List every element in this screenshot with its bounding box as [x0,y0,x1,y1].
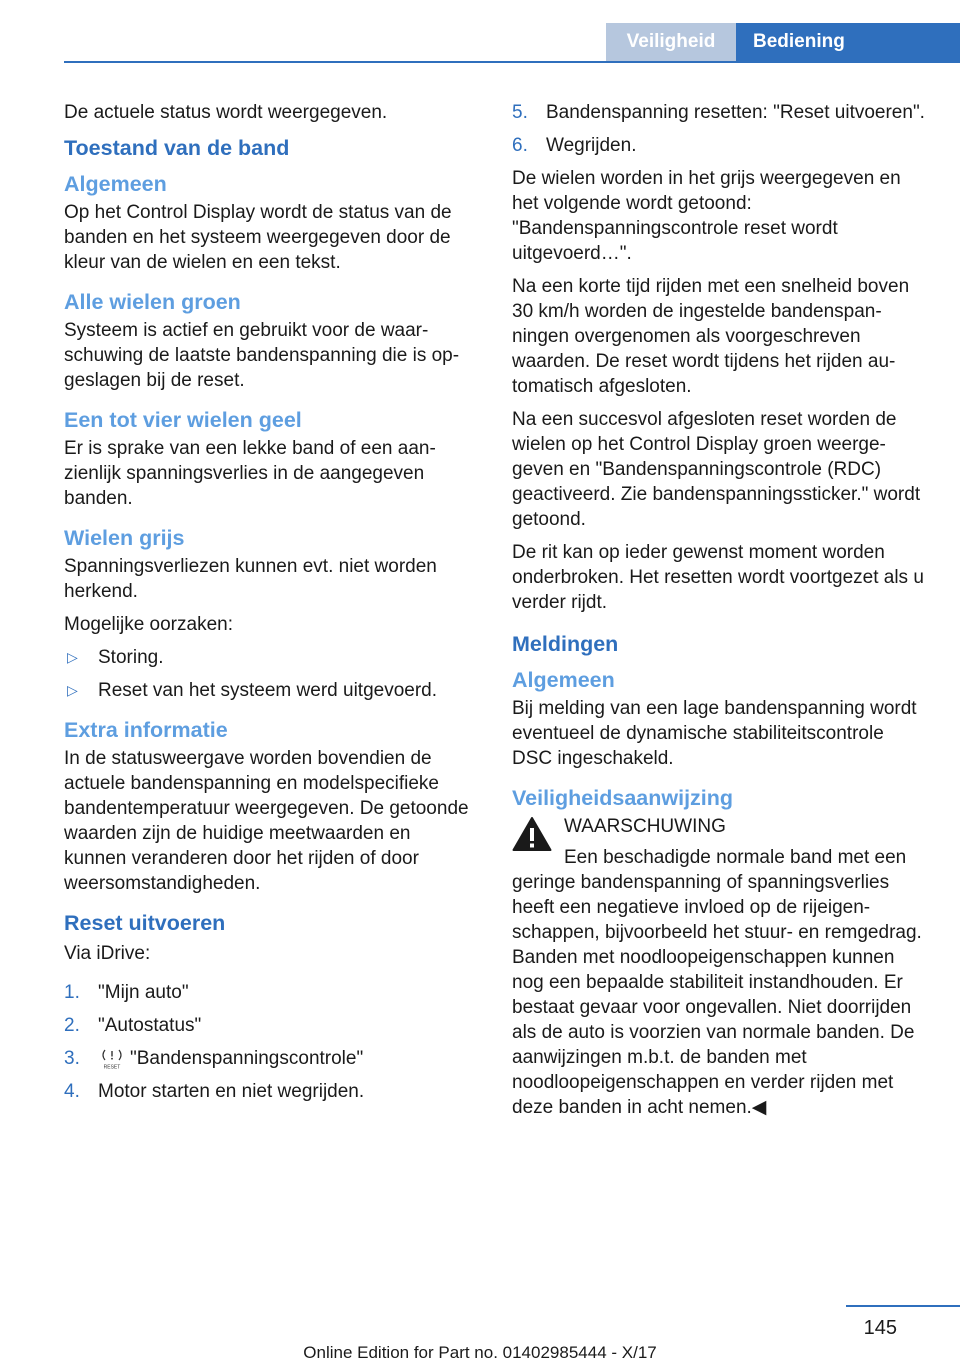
step-number: 3. [64,1048,80,1069]
step-text: "Autostatus" [98,1015,202,1036]
subheading-extra-info: Extra informatie [64,718,228,742]
general-paragraph: Op het Control Display wordt de status van de banden en het systeem weergegeven door de kleur van de wielen en een tekst. [64,202,452,273]
list-item [64,678,476,703]
step-item [64,1046,476,1071]
heading-messages: Meldingen [512,632,619,656]
step-number: 6. [512,135,528,156]
heading-reset: Reset uitvoeren [64,911,226,935]
subheading-general: Algemeen [64,172,167,196]
causes-intro: Mogelijke oorzaken: [64,614,233,635]
tire-reset-icon [98,1048,126,1070]
step-number: 4. [64,1081,80,1102]
step-number: 2. [64,1015,80,1036]
page-number: 145 [863,1317,897,1339]
warning-title: WAARSCHUWING [564,816,726,837]
cause-text: Storing. [98,647,164,668]
subheading-safety: Veiligheidsaanwijzing [512,786,734,810]
svg-text:RESET: RESET [103,1064,121,1070]
subheading-general: Algemeen [512,668,615,692]
step-item [512,100,928,125]
interrupt-paragraph: De rit kan op ieder gewenst moment worden onderbroken. Het resetten wordt voortgezet als u verder rijdt. [512,542,924,613]
step-text: "Mijn auto" [98,982,189,1003]
success-paragraph: Na een succesvol afgesloten reset worden de wielen op het Control Display groen weergegeven en "Bandenspanningscontrole (RDC) geactiveerd. Zie bandenspanningssticker." wordt getoond. [512,409,921,530]
left-column [64,100,476,1112]
idrive-paragraph: Via iDrive: [64,943,151,964]
cause-text: Reset van het systeem werd uitgevoerd. [98,680,438,701]
grey-paragraph: Spanningsverliezen kunnen evt. niet worden herkend. [64,556,437,602]
warning-triangle-icon [512,816,552,852]
subheading-all-green: Alle wielen groen [64,290,241,314]
tab-operation[interactable]: Bediening [736,23,960,61]
list-item [64,645,476,670]
status-paragraph: De actuele status wordt weergegeven. [64,102,388,123]
step-content [98,1046,476,1071]
subheading-grey: Wielen grijs [64,526,185,550]
subheading-yellow: Een tot vier wielen geel [64,408,302,432]
extra-info-paragraph: In de statusweergave worden bovendien de actuele bandenspanning en modelspecifieke bandentemperatuur weergegeven. De getoonde waarden zijn de huidige meetwaarden en kunnen veranderen door het rijden of door weersomstandigheden. [64,748,469,894]
dsc-paragraph: Bij melding van een lage bandenspanning wordt eventueel de dynamische stabiliteitscontrole DSC ingeschakeld. [512,698,917,769]
header-divider [64,61,960,63]
right-column [512,100,928,1128]
heading-tire-state: Toestand van de band [64,136,290,160]
step-item [64,1013,476,1038]
grey-wheels-paragraph: De wielen worden in het grijs weergegeven en het volgende wordt getoond: "Bandenspanningscontrole reset wordt uitgevoerd…". [512,168,901,264]
yellow-paragraph: Er is sprake van een lekke band of een aanzienlijk spanningsverlies in de aangegeven banden. [64,438,436,509]
drive-paragraph: Na een korte tijd rijden met een snelheid boven 30 km/h worden de ingestelde bandenspanningen overgenomen als voorgeschreven waarden. De reset wordt tijdens het rijden automatisch afgesloten. [512,276,910,397]
bullet-triangle-icon: ▷ [67,682,78,698]
edition-footer: Online Edition for Part no. 01402985444 - X/17 [303,1343,657,1362]
step-item [64,980,476,1005]
step-number: 5. [512,102,528,123]
warning-paragraph [512,845,928,1120]
warning-block [512,814,928,1120]
tab-safety[interactable]: Veiligheid [606,23,736,61]
warning-text: Een beschadigde normale band met een geringe bandenspanning of spanningsverlies heeft een negatieve invloed op de rijeigenschappen, bijvoorbeeld het stuur- en remgedrag. Banden met noodloopeigenschappen kunnen nog een bepaalde stabiliteit instandhouden. Er bestaat gevaar voor ongevallen. Niet doorrijden als de auto is voorzien van normale banden. De aanwijzingen m.b.t. de banden met noodloopeigenschappen en verder rijden met deze banden in acht nemen.◀ [512,847,922,1118]
bullet-triangle-icon: ▷ [67,649,78,665]
step-text: Bandenspanning resetten: "Reset uitvoeren". [546,102,925,123]
step-item [64,1079,476,1104]
step-text: "Bandenspanningscontrole" [130,1048,364,1069]
step-number: 1. [64,982,80,1003]
step-text: Motor starten en niet wegrijden. [98,1081,365,1102]
all-green-paragraph: Systeem is actief en gebruikt voor de waarschuwing de laatste bandenspanning die is opgeslagen bij de reset. [64,320,460,391]
step-item [512,133,928,158]
footer-divider [846,1305,960,1307]
step-text: Wegrijden. [546,135,637,156]
